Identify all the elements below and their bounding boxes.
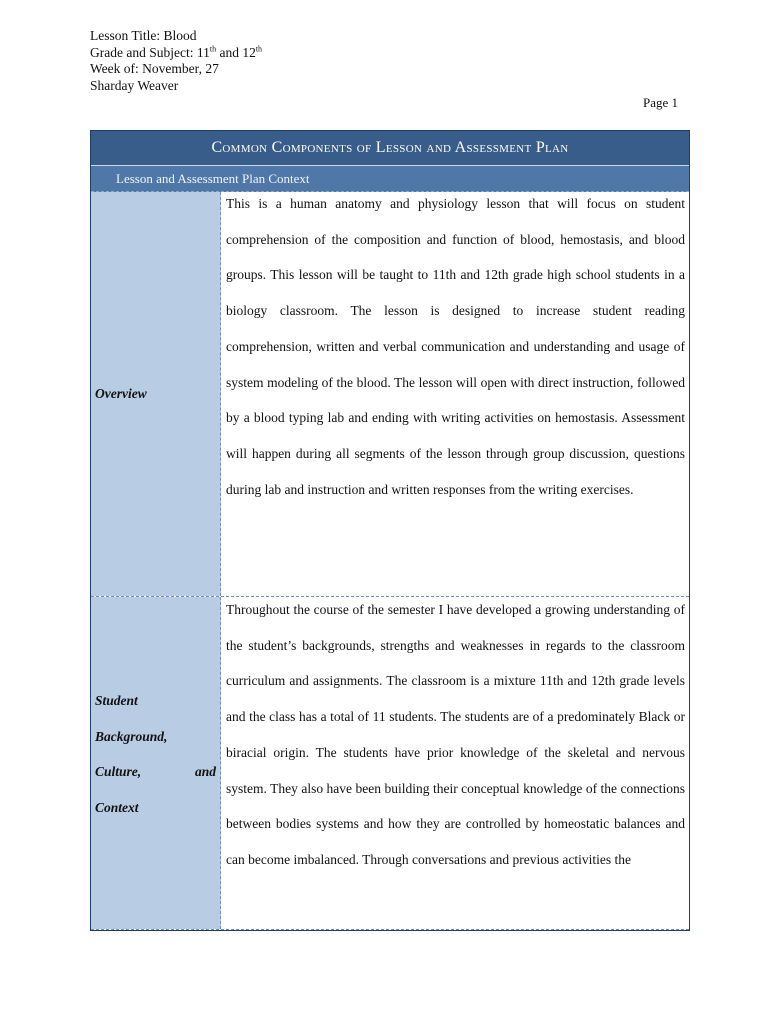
row-label-student-background: Student Background, Culture, and Context xyxy=(91,597,221,929)
document-header xyxy=(90,28,262,94)
table-subtitle: Lesson and Assessment Plan Context xyxy=(91,166,689,192)
row-content-overview: This is a human anatomy and physiology lesson that will focus on student comprehension of the composition and function of blood, hemostasis, and blood groups. This lesson will be taught to 11th and 12th grade high school students in a biology classroom. The lesson is designed to increase student reading comprehension, written and verbal communication and understanding and usage of system modeling of the blood. The lesson will open with direct instruction, followed by a blood typing lab and ending with writing activities on hemostasis. Assessment will happen during all segments of the lesson through group discussion, questions during lab and instruction and written responses from the writing exercises. xyxy=(226,196,685,497)
table-row-student-background xyxy=(91,597,689,930)
lesson-plan-table xyxy=(90,130,690,931)
grade-subject: Grade and Subject: 11th and 12th xyxy=(90,44,263,60)
table-row-overview xyxy=(91,192,689,597)
author-name: Sharday Weaver xyxy=(90,77,179,93)
lesson-title: Lesson Title: Blood xyxy=(90,28,197,43)
row-content-student-background: Throughout the course of the semester I have developed a growing understanding of the student’s backgrounds, strengths and weaknesses in regards to the classroom curriculum and assignments. The classroom is a mixture 11th and 12th grade levels and the class has a total of 11 students. The students are of a predominately Black or biracial origin. The students have prior knowledge of the skeletal and nervous system. They also have been building their conceptual knowledge of the connections between bodies systems and how they are controlled by homeostatic balances and can become imbalanced. Through conversations and previous activities the xyxy=(226,602,685,867)
table-title: Common Components of Lesson and Assessment Plan xyxy=(91,131,689,166)
week-of: Week of: November, 27 xyxy=(90,61,219,76)
row-label-overview: Overview xyxy=(91,192,221,596)
page-number: Page 1 xyxy=(642,95,678,110)
